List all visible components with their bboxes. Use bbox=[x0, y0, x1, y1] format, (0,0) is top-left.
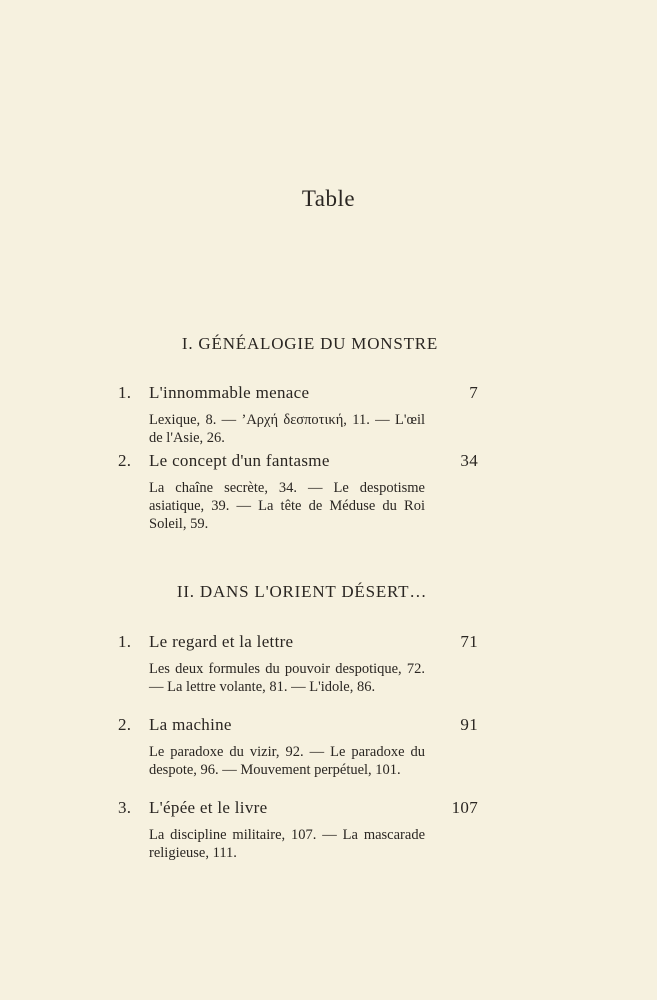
chapter-sections: La chaîne secrète, 34. — Le despotisme asiatique, 39. — La tête de Méduse du Roi Soleil, 59. bbox=[149, 480, 425, 532]
chapter-heading bbox=[118, 798, 478, 820]
chapter-sections: Lexique, 8. — ’Αρχή δεσποτική, 11. — L'œil de l'Asie, 26. bbox=[149, 412, 425, 446]
chapter-heading bbox=[118, 383, 478, 405]
chapter-heading bbox=[118, 632, 478, 654]
chapter-number: 2. bbox=[118, 451, 132, 470]
chapter-sections: Le paradoxe du vizir, 92. — Le paradoxe du despote, 96. — Mouvement perpétuel, 101. bbox=[149, 744, 425, 778]
chapter-page-number: 34 bbox=[460, 451, 478, 470]
chapter-sections: Les deux formules du pouvoir despotique, 72. — La lettre volante, 81. — L'idole, 86. bbox=[149, 661, 425, 695]
chapter-title: La machine bbox=[149, 715, 232, 734]
toc-entry bbox=[118, 798, 478, 862]
chapter-number: 2. bbox=[118, 715, 132, 734]
chapter-page-number: 91 bbox=[460, 715, 478, 734]
chapter-number: 1. bbox=[118, 632, 132, 651]
toc-entry bbox=[118, 383, 478, 447]
part-title: I. GÉNÉALOGIE DU MONSTRE bbox=[181, 334, 439, 353]
part-title: II. DANS L'ORIENT DÉSERT… bbox=[176, 582, 428, 601]
chapter-number: 1. bbox=[118, 383, 132, 402]
toc-entry bbox=[118, 451, 478, 533]
chapter-title: Le regard et la lettre bbox=[149, 632, 294, 651]
chapter-title: L'innommable menace bbox=[149, 383, 310, 402]
chapter-page-number: 7 bbox=[469, 383, 478, 402]
page-title: Table bbox=[301, 186, 356, 211]
chapter-heading bbox=[118, 451, 478, 473]
chapter-title: L'épée et le livre bbox=[149, 798, 268, 817]
chapter-number: 3. bbox=[118, 798, 132, 817]
chapter-title: Le concept d'un fantasme bbox=[149, 451, 330, 470]
toc-entry bbox=[118, 715, 478, 779]
toc-entry bbox=[118, 632, 478, 696]
chapter-sections: La discipline militaire, 107. — La mascarade religieuse, 111. bbox=[149, 827, 425, 861]
chapter-page-number: 107 bbox=[451, 798, 478, 817]
chapter-heading bbox=[118, 715, 478, 737]
chapter-page-number: 71 bbox=[460, 632, 478, 651]
